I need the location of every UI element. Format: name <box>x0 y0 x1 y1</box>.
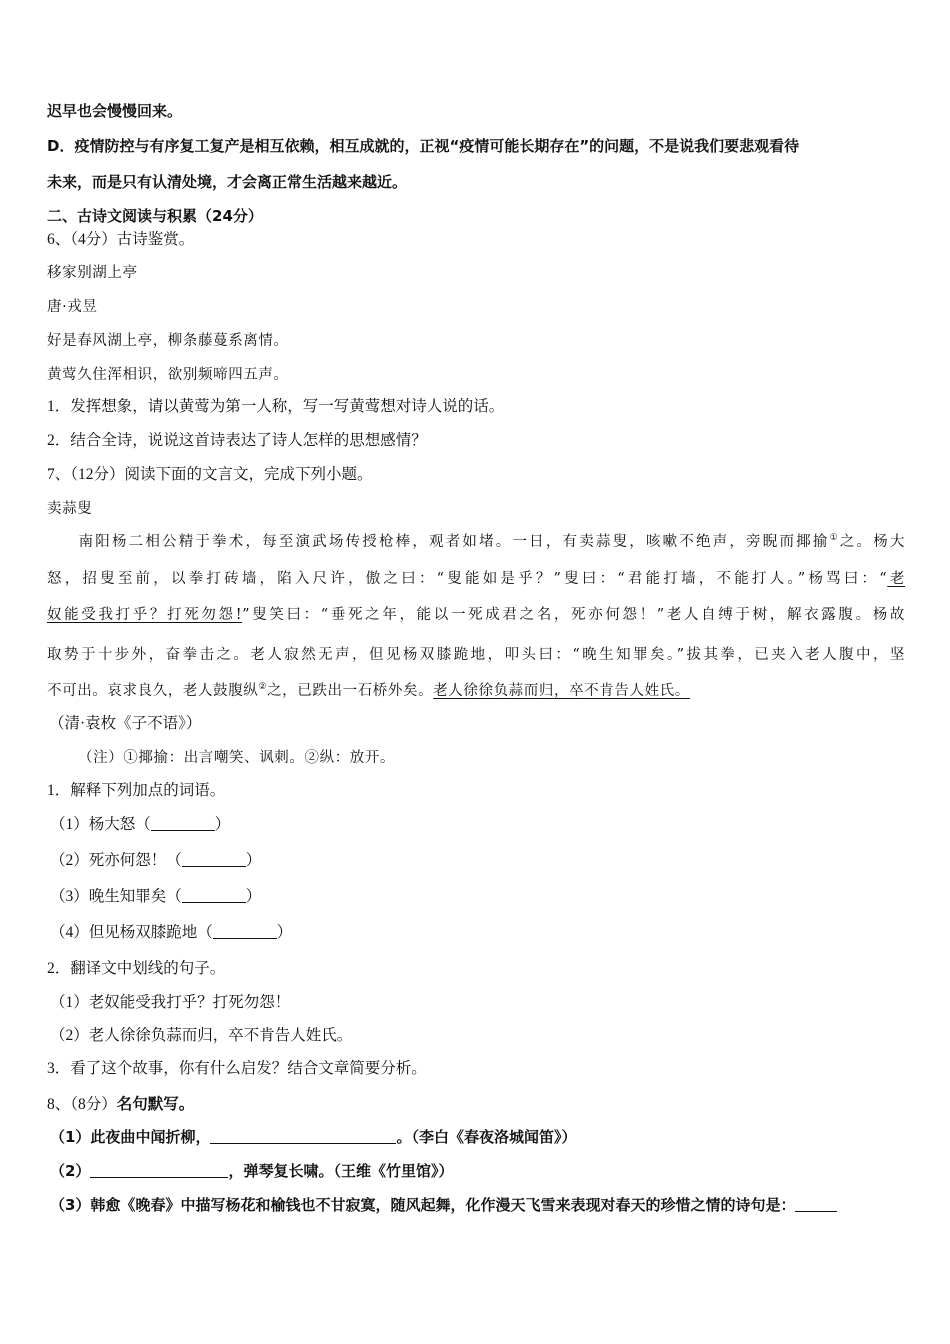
answer-blank[interactable] <box>213 924 277 939</box>
q6-header: 6、（4分）古诗鉴赏。 <box>47 231 195 248</box>
q7-item-2-1: （1）老奴能受我打乎？打死勿怨！ <box>50 994 291 1011</box>
passage-title: 卖蒜叟 <box>47 501 93 517</box>
poem-line-2: 黄莺久住浑相识，欲别频啼四五声。 <box>47 367 289 383</box>
answer-blank[interactable] <box>90 1163 228 1178</box>
passage-line-4: 取势于十步外，奋拳击之。老人寂然无声，但见杨双膝跪地，叩头曰：“晚生知罪矣。”拔其拳，已夹入老人腹中，坚 <box>47 647 905 663</box>
underlined-sentence-2: 老人徐徐负蒜而归，卒不肯告人姓氏。 <box>433 683 690 699</box>
footnote-mark-1: ① <box>829 533 840 543</box>
underlined-sentence-1-start: 老 <box>887 571 905 587</box>
q7-item-2-2: （2）老人徐徐负蒜而归，卒不肯告人姓氏。 <box>50 1027 353 1044</box>
answer-blank[interactable] <box>182 888 246 903</box>
q7-item-1-1: （1）杨大怒（ ） <box>50 816 231 833</box>
footnote-mark-2: ② <box>258 682 268 692</box>
passage-line-3: 奴能受我打乎？打死勿怨!”叟笑曰：“垂死之年，能以一死成君之名，死亦何怨！”老人自缚于树，解衣露腹。杨故 <box>47 607 905 623</box>
q7-sub-1: 1．解释下列加点的词语。 <box>47 782 226 799</box>
q7-sub-3: 3．看了这个故事，你有什么启发？结合文章简要分析。 <box>47 1060 427 1077</box>
option-d-line-1: D．疫情防控与有序复工复产是相互依赖，相互成就的，正视“疫情可能长期存在”的问题，不是说我们要悲观看待 <box>47 137 800 155</box>
option-c-continuation: 迟早也会慢慢回来。 <box>47 102 183 120</box>
poem-author: 唐·戎昱 <box>47 299 98 315</box>
q8-item-1: （1）此夜曲中闻折柳， 。（李白《春夜洛城闻笛》） <box>50 1128 577 1146</box>
poem-title: 移家别湖上亭 <box>47 265 138 281</box>
q8-header: 8、（8分）名句默写。 <box>47 1095 195 1113</box>
q7-item-1-2: （2）死亦何怨！（ ） <box>50 852 262 869</box>
passage-line-5: 不可出。哀求良久，老人鼓腹纵②之，已跌出一石桥外矣。老人徐徐负蒜而归，卒不肯告人姓氏。 <box>47 682 690 699</box>
q8-item-2: （2） ，弹琴复长啸。（王维《竹里馆》） <box>50 1162 454 1180</box>
q7-sub-2: 2．翻译文中划线的句子。 <box>47 960 226 977</box>
passage-line-1: 南阳杨二相公精于拳术，每至演武场传授枪棒，观者如堵。一日，有卖蒜叟，咳嗽不绝声，旁睨而揶揄①之。杨大 <box>77 533 906 550</box>
answer-blank[interactable] <box>151 816 215 831</box>
answer-blank[interactable] <box>795 1197 837 1212</box>
q7-item-1-4: （4）但见杨双膝跪地（ ） <box>50 924 293 941</box>
passage-source: （清·袁枚《子不语》） <box>49 715 202 732</box>
q8-item-3: （3）韩愈《晚春》中描写杨花和榆钱也不甘寂寞，随风起舞，化作漫天飞雪来表现对春天的珍惜之情的诗句是： <box>50 1195 837 1215</box>
passage-line-2: 怒，招叟至前，以拳打砖墙，陷入尺许，傲之曰：“叟能如是乎？”叟曰：“君能打墙，不能打人。”杨骂曰：“老 <box>47 571 905 587</box>
section-title: 二、古诗文阅读与积累（24分） <box>47 207 263 225</box>
option-d-line-2: 未来，而是只有认清处境，才会离正常生活越来越近。 <box>47 173 408 191</box>
q6-sub-1: 1．发挥想象，请以黄莺为第一人称，写一写黄莺想对诗人说的话。 <box>47 398 505 415</box>
q6-sub-2: 2．结合全诗，说说这首诗表达了诗人怎样的思想感情？ <box>47 432 427 449</box>
poem-line-1: 好是春风湖上亭，柳条藤蔓系离情。 <box>47 333 289 349</box>
answer-blank[interactable] <box>210 1129 396 1144</box>
answer-blank[interactable] <box>182 852 246 867</box>
q7-header: 7、（12分）阅读下面的文言文，完成下列小题。 <box>47 466 373 483</box>
passage-notes: （注）①揶揄：出言嘲笑、讽刺。②纵：放开。 <box>78 750 396 766</box>
underlined-sentence-1-end: 奴能受我打乎？打死勿怨! <box>47 607 243 623</box>
q7-item-1-3: （3）晚生知罪矣（ ） <box>50 888 262 905</box>
